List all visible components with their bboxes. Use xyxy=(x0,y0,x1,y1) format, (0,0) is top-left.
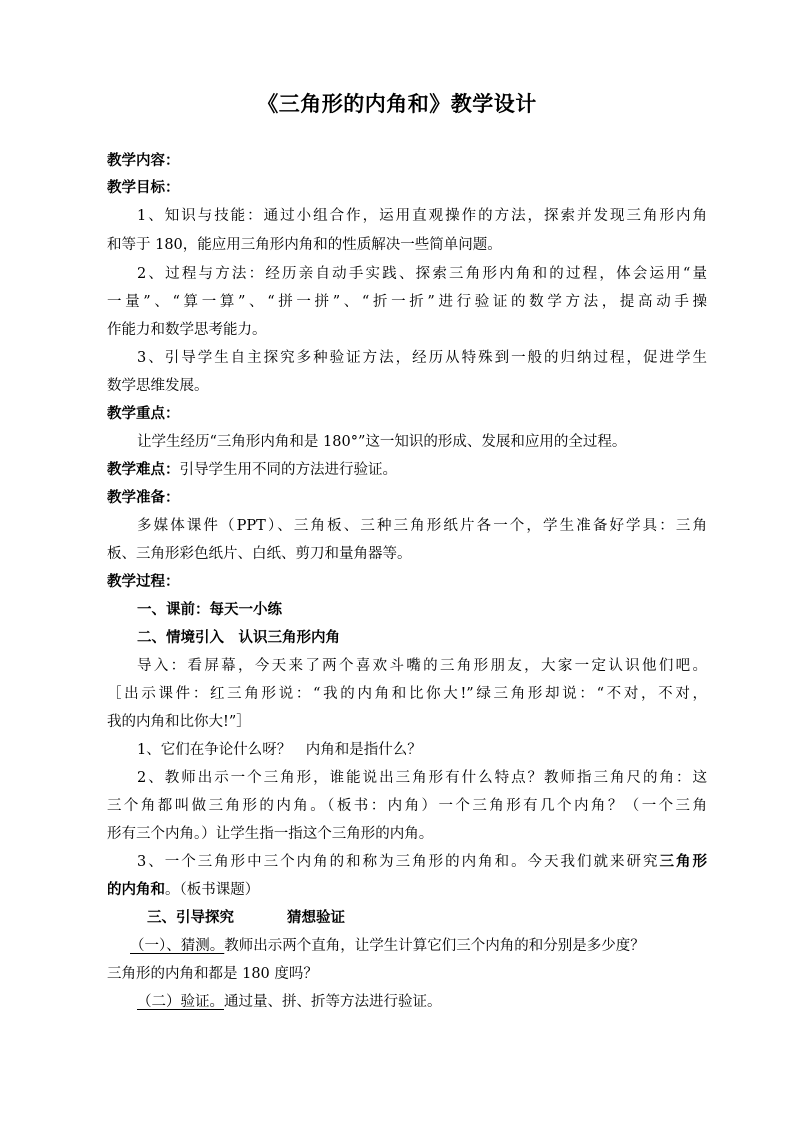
guess-tag: （一）、猜测。 xyxy=(130,938,225,954)
question-3-emphasis-2: 的内角和 xyxy=(107,881,165,898)
goal-2-line-1: 2、过程与方法：经历亲自动手实践、探索三角形内角和的过程，体会运用“量 xyxy=(137,266,707,282)
question-1: 1、它们在争论什么呀？ 内角和是指什么？ xyxy=(137,742,422,758)
content-heading: 教学内容： xyxy=(107,152,180,169)
prep-line-2: 板、三角形彩色纸片、白纸、剪刀和量角器等。 xyxy=(107,546,412,562)
process-heading: 教学过程： xyxy=(107,573,180,590)
document-title: 《三角形的内角和》教学设计 xyxy=(257,91,537,116)
guess-line-2: 三角形的内角和都是 180 度吗？ xyxy=(107,966,318,982)
goal-1-line-2: 和等于 180，能应用三角形内角和的性质解决一些简单问题。 xyxy=(107,237,502,253)
section-1-heading: 一、课前：每天一小练 xyxy=(137,601,282,618)
guess-line-1 xyxy=(130,936,707,956)
goal-1-line-1: 1、知识与技能：通过小组合作，运用直观操作的方法，探索并发现三角形内角 xyxy=(137,208,707,224)
prep-heading: 教学准备： xyxy=(107,489,180,506)
question-3-board-note: 。（板书课题） xyxy=(165,882,260,898)
question-3-line-2 xyxy=(107,880,707,900)
goals-heading: 教学目标： xyxy=(107,179,180,196)
question-2-line-2: 三个角都叫做三角形的内角。（板书：内角）一个三角形有几个内角？（一个三角 xyxy=(107,798,707,814)
section-3-heading-b: 猜想验证 xyxy=(287,909,345,926)
goal-2-line-2: 一量”、“算一算”、“拼一拼”、“折一折”进行验证的数学方法，提高动手操 xyxy=(107,294,707,310)
question-2-line-1: 2、教师出示一个三角形，谁能说出三角形有什么特点？教师指三角尺的角：这 xyxy=(137,770,707,786)
question-3-emphasis: 三角形 xyxy=(659,853,708,870)
goal-2-line-3: 作能力和数学思考能力。 xyxy=(107,322,267,338)
goal-3-line-2: 数学思维发展。 xyxy=(107,378,209,394)
verify-line xyxy=(137,992,707,1012)
intro-line-2: ［出示课件：红三角形说：“我的内角和比你大!”绿三角形却说：“不对，不对， xyxy=(107,686,707,702)
goal-3-line-1: 3、引导学生自主探究多种验证方法，经历从特殊到一般的归纳过程，促进学生 xyxy=(137,350,707,366)
difficulty-line xyxy=(107,460,707,480)
section-3-heading-a: 三、引导探究 xyxy=(147,909,234,926)
key-heading: 教学重点： xyxy=(107,405,180,422)
intro-line-1: 导入：看屏幕，今天来了两个喜欢斗嘴的三角形朋友，大家一定认识他们吧。 xyxy=(137,658,707,674)
verify-tag: （二）验证。 xyxy=(137,994,224,1010)
prep-line-1: 多媒体课件（PPT）、三角板、三种三角形纸片各一个，学生准备好学具：三角 xyxy=(137,518,707,534)
intro-line-3: 我的内角和比你大!”］ xyxy=(107,714,251,730)
question-3-text: 3、一个三角形中三个内角的和称为三角形的内角和。今天我们就来研究 xyxy=(137,854,660,870)
difficulty-text: 引导学生用不同的方法进行验证。 xyxy=(179,462,397,478)
difficulty-heading: 教学难点： xyxy=(107,461,180,478)
section-2-heading: 二、情境引入 认识三角形内角 xyxy=(137,629,340,646)
key-text: 让学生经历“三角形内角和是 180°”这一知识的形成、发展和应用的全过程。 xyxy=(137,434,627,450)
question-2-line-3: 形有三个内角。）让学生指一指这个三角形的内角。 xyxy=(107,826,434,842)
guess-text: 教师出示两个直角，让学生计算它们三个内角的和分别是多少度？ xyxy=(224,938,645,954)
question-3-line-1 xyxy=(137,852,707,872)
verify-text: 通过量、拼、折等方法进行验证。 xyxy=(224,994,442,1010)
